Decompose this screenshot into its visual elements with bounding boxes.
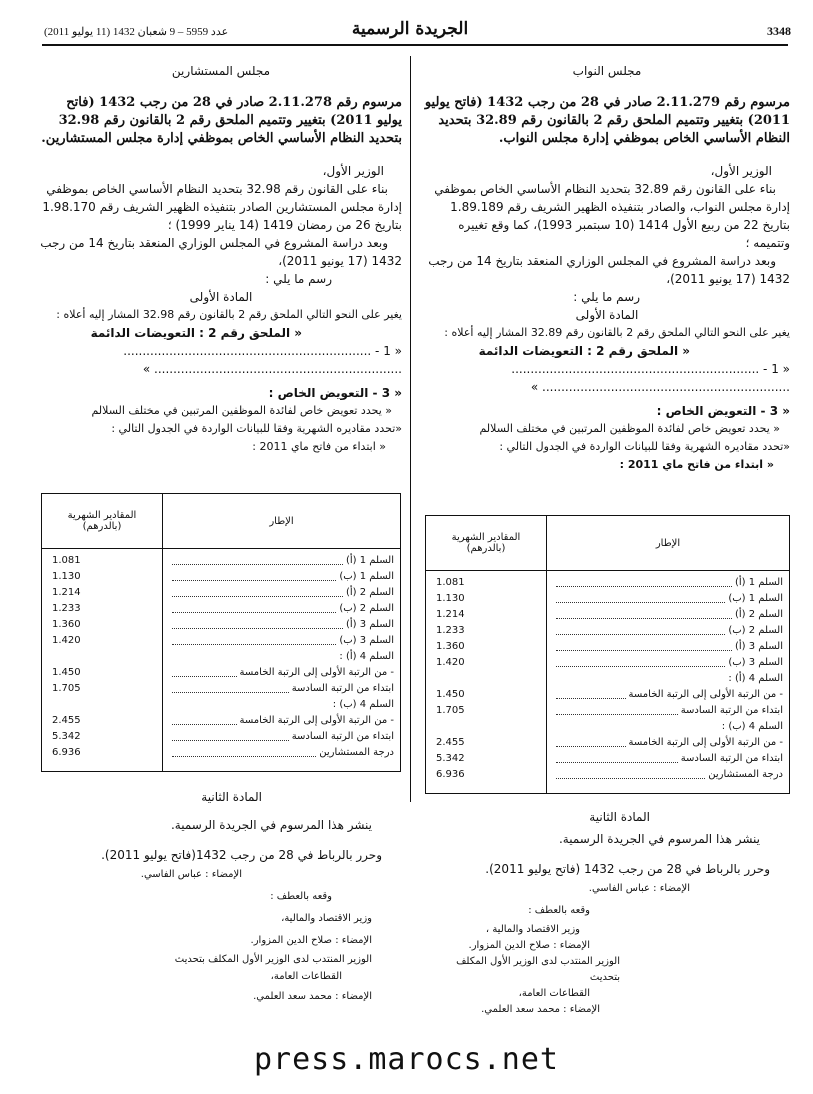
left-row-label-text: السلم 3 (ب) (339, 635, 394, 646)
right-table-row-label (553, 703, 783, 719)
left-minister-finance: وزير الاقتصاد والمالية، (281, 913, 372, 924)
right-table-row-amount: 1.081 (436, 577, 465, 588)
left-table-row-label (169, 697, 394, 713)
right-table-row-amount: 1.450 (436, 689, 465, 700)
right-row-leader-dots (556, 767, 705, 779)
right-row-label-text: - من الرتبة الأولى إلى الرتبة الخامسة (628, 737, 783, 748)
left-row-label-text: السلم 2 (ب) (339, 603, 394, 614)
right-table-row-amount: 2.455 (436, 737, 465, 748)
right-minister-delegate: الوزير المنتدب لدى الوزير الأول المكلف بتحديث (456, 956, 620, 983)
left-minister-delegate: الوزير المنتدب لدى الوزير الأول المكلف بتحديث (174, 954, 372, 965)
right-row-leader-dots (556, 591, 725, 603)
right-decrees: رسم ما يلي : (573, 290, 640, 304)
right-table-row-label (553, 671, 783, 687)
left-sig-pm: الإمضاء : عباس الفاسي. (140, 869, 242, 880)
left-table-row-label (169, 729, 394, 745)
left-row-label-text: ابتداء من الرتبة السادسة (291, 683, 394, 694)
header-rule (42, 44, 788, 46)
left-labels-cell (163, 549, 401, 772)
left-table-row-label (169, 745, 394, 761)
left-table-row-label (169, 633, 394, 649)
right-table-row-amount: 6.936 (436, 769, 465, 780)
right-bullet1: « يحدد تعويض خاص لفائدة الموظفين المرتبين في مختلف السلالم (479, 422, 780, 435)
left-table-row-amount (48, 697, 156, 713)
left-row-leader-dots (172, 569, 336, 581)
right-table-row-label (553, 655, 783, 671)
right-table-row-amount: 1.420 (436, 657, 465, 668)
right-annex: « الملحق رقم 2 : التعويضات الدائمة (478, 344, 690, 358)
right-table-row-label (553, 767, 783, 783)
right-row-label-text: السلم 3 (ب) (728, 657, 783, 668)
left-bullet2: «تحدد مقاديره الشهرية وفقا للبيانات الواردة في الجدول التالي : (111, 422, 402, 435)
left-row-label-text: السلم 3 (أ) (345, 619, 394, 630)
left-table-row-amount: 1.360 (52, 619, 81, 630)
right-table-row-amount: 1.233 (436, 625, 465, 636)
right-table-row-amount: 1.360 (436, 641, 465, 652)
right-table-row-label (553, 607, 783, 623)
left-sig-delegate: الإمضاء : محمد سعد العلمي. (253, 991, 372, 1002)
left-allowance-table (41, 493, 401, 772)
left-table-row-amount (48, 649, 156, 665)
right-row-leader-dots (556, 639, 732, 651)
right-col-amounts: المقادير الشهرية (بالدرهم) (426, 516, 547, 571)
left-table-row-amount: 6.936 (52, 747, 81, 758)
right-table-row-amount: 1.130 (436, 593, 465, 604)
left-table-row-label (169, 713, 394, 729)
right-row-label-text: درجة المستشارين (708, 769, 783, 780)
left-table-row-amount: 1.705 (52, 683, 81, 694)
right-bullet2: «تحدد مقاديره الشهرية وفقا للبيانات الواردة في الجدول التالي : (499, 440, 790, 453)
left-row-label-text: السلم 4 (أ) : (339, 651, 394, 662)
left-public-sectors: القطاعات العامة، (270, 971, 342, 982)
left-table-row-label (169, 665, 394, 681)
left-minister: الوزير الأول، (322, 164, 384, 178)
left-annex: « الملحق رقم 2 : التعويضات الدائمة (90, 326, 302, 340)
right-minister-finance: وزير الاقتصاد والمالية ، (485, 924, 580, 935)
left-row-label-text: درجة المستشارين (319, 747, 394, 758)
right-para2: وبعد دراسة المشروع في المجلس الوزاري المنعقد بتاريخ 14 من رجب 1432 (17 يونيو 2011)، (428, 254, 790, 286)
left-decree-title: مرسوم رقم 2.11.278 صادر في 28 من رجب 1432 (فاتح يوليو 2011) بتغيير وتتميم الملحق رقم 2 بالقانون رقم 32.98 بتحديد النظام الأساسي الخاص بموظفي إدارة مجلس المستشارين. (41, 95, 402, 146)
left-para1: بناء على القانون رقم 32.98 بتحديد النظام الأساسي الخاص بموظفي إدارة مجلس المستشارين الصادر بتنفيذه الظهير الشريف رقم 1.98.170 بتاريخ 26 من رمضان 1419 (14 يناير 1999) ؛ (42, 182, 402, 232)
left-table-row-amount: 1.420 (52, 635, 81, 646)
left-row-label-text: السلم 1 (أ) (345, 555, 394, 566)
left-table-row-label (169, 601, 394, 617)
right-row-leader-dots (556, 735, 626, 747)
right-row-label-text: ابتداء من الرتبة السادسة (680, 753, 783, 764)
right-column (424, 62, 790, 474)
left-amounts-cell (42, 549, 163, 772)
left-row-label-text: السلم 4 (ب) : (332, 699, 394, 710)
left-article1-text: يغير على النحو التالي الملحق رقم 2 بالقانون رقم 32.98 المشار إليه أعلاه : (56, 308, 402, 321)
right-row-label-text: السلم 1 (أ) (734, 577, 783, 588)
left-table-row-amount: 1.130 (52, 571, 81, 582)
left-row-label-text: ابتداء من الرتبة السادسة (291, 731, 394, 742)
left-row-leader-dots (172, 729, 289, 741)
left-table-row-label (169, 553, 394, 569)
issue-line: عدد 5959 – 9 شعبان 1432 (11 يوليو 2011) (44, 26, 229, 38)
right-table-row-label (553, 719, 783, 735)
right-row-leader-dots (556, 623, 725, 635)
left-publish: ينشر هذا المرسوم في الجريدة الرسمية. (170, 818, 372, 832)
right-table-row-amount (432, 719, 540, 735)
right-row-leader-dots (556, 575, 732, 587)
right-article1: المادة الأولى (575, 308, 639, 322)
page-number: 3348 (767, 24, 791, 38)
right-table-row-label (553, 687, 783, 703)
right-row-label-text: السلم 3 (أ) (734, 641, 783, 652)
right-table-row-amount (432, 671, 540, 687)
left-para2: وبعد دراسة المشروع في المجلس الوزاري المنعقد بتاريخ 14 من رجب 1432 (17 يونيو 2011)، (40, 236, 402, 268)
right-row-label-text: السلم 2 (أ) (734, 609, 783, 620)
right-countersigned: وقعه بالعطف : (528, 905, 590, 916)
right-row-leader-dots (556, 751, 678, 763)
right-table-row-label (553, 575, 783, 591)
right-article1-text: يغير على النحو التالي الملحق رقم 2 بالقانون رقم 32.89 المشار إليه أعلاه : (444, 326, 790, 339)
left-item1-cont: ................................................................. » (142, 362, 402, 376)
left-article2: المادة الثانية (201, 790, 262, 804)
left-sig-finance: الإمضاء : صلاح الدين المزوار. (250, 935, 372, 946)
journal-title: الجريدة الرسمية (351, 19, 469, 39)
left-table-row-label (169, 617, 394, 633)
left-col-framework: الإطار (163, 494, 401, 549)
watermark: press.marocs.net (254, 1042, 559, 1077)
left-table-row-amount: 1.233 (52, 603, 81, 614)
right-table-row-amount: 1.705 (436, 705, 465, 716)
left-item1: « 1 - ................................................................. (123, 344, 402, 358)
left-table-row-label (169, 681, 394, 697)
left-table-row-amount: 1.450 (52, 667, 81, 678)
left-row-leader-dots (172, 585, 343, 597)
right-table-row-amount: 1.214 (436, 609, 465, 620)
left-table-row-label (169, 585, 394, 601)
right-row-label-text: السلم 1 (ب) (728, 593, 783, 604)
right-table-row-label (553, 735, 783, 751)
left-countersigned: وقعه بالعطف : (270, 891, 332, 902)
right-closing (424, 808, 790, 1018)
right-row-label-text: السلم 4 (ب) : (721, 721, 783, 732)
right-article2: المادة الثانية (589, 810, 650, 824)
right-public-sectors: القطاعات العامة، (518, 988, 590, 999)
left-row-label-text: - من الرتبة الأولى إلى الرتبة الخامسة (239, 715, 394, 726)
right-table-row-label (553, 639, 783, 655)
left-table-row-amount: 2.455 (52, 715, 81, 726)
right-item1-cont: ................................................................. » (530, 380, 790, 394)
left-row-label-text: السلم 1 (ب) (339, 571, 394, 582)
left-bullet3: « ابتداء من فاتح ماي 2011 : (252, 440, 386, 453)
left-row-leader-dots (172, 745, 316, 757)
right-publish: ينشر هذا المرسوم في الجريدة الرسمية. (558, 832, 760, 846)
right-item1: « 1 - ................................................................. (511, 362, 790, 376)
right-table-row-label (553, 623, 783, 639)
left-article1: المادة الأولى (189, 290, 253, 304)
right-row-label-text: السلم 2 (ب) (728, 625, 783, 636)
left-table-row-label (169, 569, 394, 585)
right-row-leader-dots (556, 655, 725, 667)
right-section3: « 3 - التعويض الخاص : (656, 404, 790, 418)
left-table-row-label (169, 649, 394, 665)
right-decree-title: مرسوم رقم 2.11.279 صادر في 28 من رجب 1432 (فاتح يوليو 2011) بتغيير وتتميم الملحق رقم 2 بالقانون رقم 32.89 بتحديد النظام الأساسي الخاص بموظفي إدارة مجلس النواب. (424, 95, 790, 146)
right-sig-delegate: الإمضاء : محمد سعد العلمي. (481, 1004, 600, 1015)
right-sig-finance: الإمضاء : صلاح الدين المزوار. (468, 940, 590, 951)
left-row-leader-dots (172, 601, 336, 613)
right-sig-pm: الإمضاء : عباس الفاسي. (588, 883, 690, 894)
left-done-at: وحرر بالرباط في 28 من رجب 1432(فاتح يوليو 2011). (101, 848, 382, 862)
left-row-leader-dots (172, 617, 343, 629)
left-council: مجلس المستشارين (171, 64, 271, 78)
left-row-leader-dots (172, 713, 237, 725)
right-row-leader-dots (556, 687, 626, 699)
right-council: مجلس النواب (572, 64, 642, 78)
right-done-at: وحرر بالرباط في 28 من رجب 1432 (فاتح يوليو 2011). (485, 862, 770, 876)
right-row-leader-dots (556, 703, 678, 715)
left-row-leader-dots (172, 681, 289, 693)
right-allowance-table (425, 515, 790, 794)
left-row-leader-dots (172, 553, 343, 565)
right-para1: بناء على القانون رقم 32.89 بتحديد النظام الأساسي الخاص بموظفي إدارة مجلس النواب، والصادر بتنفيذه الظهير الشريف رقم 1.89.189 بتاريخ 22 من ربيع الأول 1414 (10 سبتمبر 1993)، كما وقع تغييره وتتميمه ؛ (434, 182, 790, 250)
right-labels-cell (547, 571, 790, 794)
right-row-label-text: - من الرتبة الأولى إلى الرتبة الخامسة (628, 689, 783, 700)
right-minister: الوزير الأول، (710, 164, 772, 178)
left-table-row-amount: 1.214 (52, 587, 81, 598)
column-divider (410, 56, 411, 802)
right-bullet3: « ابتداء من فاتح ماي 2011 : (619, 458, 774, 471)
left-decrees: رسم ما يلي : (265, 272, 332, 286)
left-closing (40, 788, 402, 1008)
right-table-row-label (553, 591, 783, 607)
left-row-leader-dots (172, 665, 237, 677)
left-bullet1: « يحدد تعويض خاص لفائدة الموظفين المرتبين في مختلف السلالم (91, 404, 392, 417)
left-table-row-amount: 5.342 (52, 731, 81, 742)
left-table-row-amount: 1.081 (52, 555, 81, 566)
right-row-label-text: السلم 4 (أ) : (728, 673, 783, 684)
left-section3: « 3 - التعويض الخاص : (268, 386, 402, 400)
left-row-label-text: السلم 2 (أ) (345, 587, 394, 598)
right-table-row-amount: 5.342 (436, 753, 465, 764)
left-col-amounts: المقادير الشهرية (بالدرهم) (42, 494, 163, 549)
left-row-leader-dots (172, 633, 336, 645)
left-column (40, 62, 402, 456)
right-table-row-label (553, 751, 783, 767)
right-row-label-text: ابتداء من الرتبة السادسة (680, 705, 783, 716)
right-row-leader-dots (556, 607, 732, 619)
left-row-label-text: - من الرتبة الأولى إلى الرتبة الخامسة (239, 667, 394, 678)
right-amounts-cell (426, 571, 547, 794)
right-col-framework: الإطار (547, 516, 790, 571)
